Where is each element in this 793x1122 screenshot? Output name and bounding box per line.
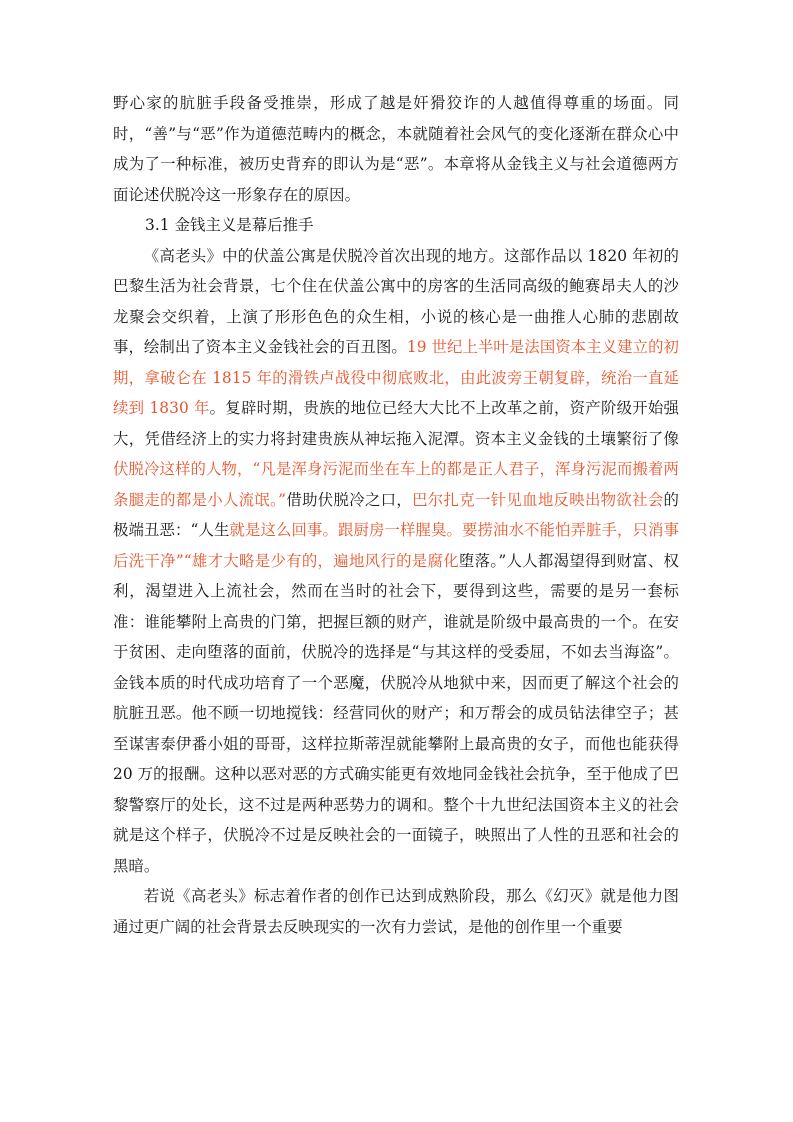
paragraph-2-text: 。复辟时期，贵族的地位已经大大比不上改革之前，资产阶级开始强大，凭借经济上的实力将封建贵族从神坛拖入泥潭。资本主义金钱的土壤繁衍了像 [113, 399, 679, 448]
paragraph-2-text: 堕落。”人人都渴望得到财富、权利，渴望进入上流社会，然而在当时的社会下，要得到这些，需要的是另一套标准：谁能攀附上高贵的门第，把握巨额的财产，谁就是阶级中最高贵的一个。在安于贫困、走向堕落的面前，伏脱冷的选择是“与其这样的受委屈，不如去当海盗”。金钱本质的时代成功培育了一个恶魔，伏脱冷从地狱中来，因而更了解这个社会的肮脏丑恶。他不顾一切地搅钱：经营同伙的财产；和万帮会的成员钻法律空子；甚至谋害泰伊番小姐的哥哥，这样拉斯蒂涅就能攀附上最高贵的女子，而他也能获得 20 万的报酬。这种以恶对恶的方式确实能更有效地同金钱社会抗争，至于他成了巴黎警察厅的处长，这不过是两种恶势力的调和。整个十九世纪法国资本主义的社会就是这个样子，伏脱冷不过是反映社会的一面镜子，映照出了人性的丑恶和社会的黑暗。 [113, 551, 679, 875]
body-text [113, 88, 679, 942]
section-heading: 3.1 金钱主义是幕后推手 [145, 216, 314, 234]
highlighted-text: 19 世纪上半叶是法国资本主义建立的初期，拿破仑在 1815 年的滑铁卢战役中彻底败北，由此波旁王朝复辟，统治一直延续到 1830 年 [113, 338, 679, 417]
highlighted-text: 伏脱冷这样的人物，“凡是浑身污泥而坐在车上的都是正人君子，浑身污泥而搬着两条腿走的都是小人流氓。” [113, 460, 679, 509]
paragraph-2-text: 借助伏脱冷之口， [286, 490, 413, 509]
highlighted-text: 就是这么回事。跟厨房一样腥臭。要捞油水不能怕弄脏手，只消事后洗干净”“雄才大略是少有的，遍地风行的是腐化 [113, 521, 679, 570]
highlighted-text: 巴尔扎克一针见血地反映出物欲社会 [412, 490, 664, 509]
paragraph-2-text: 的极端丑恶：“人生 [113, 490, 679, 539]
paragraph-2 [113, 241, 679, 882]
paragraph-3: 若说《高老头》标志着作者的创作已达到成熟阶段，那么《幻灭》就是他力图通过更广阔的社会背景去反映现实的一次有力尝试，是他的创作里一个重要 [113, 887, 679, 936]
paragraph-1: 野心家的肮脏手段备受推崇，形成了越是奸猾狡诈的人越值得尊重的场面。同时，“善”与“恶”作为道德范畴内的概念，本就随着社会风气的变化逐渐在群众心中成为了一种标准，被历史背弃的即认为是“恶”。本章将从金钱主义与社会道德两方面论述伏脱冷这一形象存在的原因。 [113, 94, 679, 204]
paragraph-2-text: 《高老头》中的伏盖公寓是伏脱冷首次出现的地方。这部作品以 1820 年初的巴黎生活为社会背景，七个住在伏盖公寓中的房客的生活同高级的鲍赛昂夫人的沙龙聚会交织着，上演了形形色色的众生相，小说的核心是一曲推人心肺的悲剧故事，绘制出了资本主义金钱社会的百丑图。 [113, 246, 679, 356]
